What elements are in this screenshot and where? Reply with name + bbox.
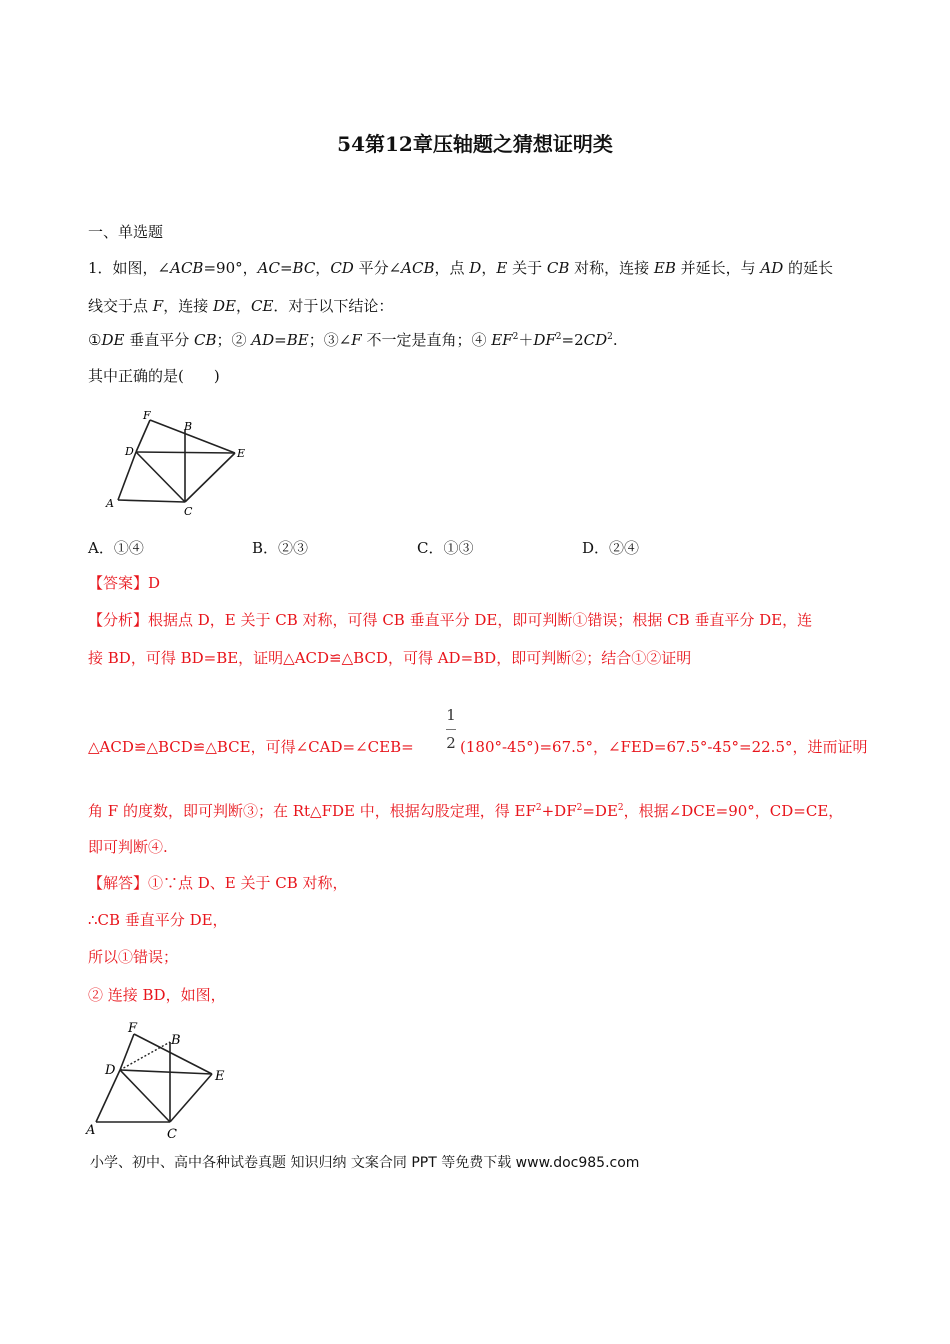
page-footer: 小学、初中、高中各种试卷真题 知识归纳 文案合同 PPT 等免费下载 www.doc985.com <box>90 1155 640 1171</box>
label-a: A <box>106 497 114 510</box>
label-c-2: C <box>167 1127 177 1142</box>
label-b-2: B <box>171 1033 181 1048</box>
label-f-2: F <box>128 1021 138 1036</box>
option-c: C．①③ <box>417 539 474 557</box>
label-a-2: A <box>86 1123 96 1138</box>
section-heading: 一、单选题 <box>88 223 164 241</box>
solution-line-3: 所以①错误； <box>88 948 179 966</box>
label-e: E <box>237 447 246 460</box>
option-d: D．②④ <box>582 539 640 557</box>
question-statements: ①DE 垂直平分 CB；② AD=BE；③∠F 不一定是直角；④ $EF^2+DF^2=2CD^2$. <box>88 331 618 349</box>
label-f: F <box>143 409 151 422</box>
question-line-2: 线交于点 F，连接 DE，CE．对于以下结论： <box>88 297 394 315</box>
figure-question-diagram <box>100 405 260 520</box>
question-prompt: 其中正确的是( ) <box>88 367 220 385</box>
label-d: D <box>125 445 134 458</box>
analysis-line-3a: △ACD≌△BCD≌△BCE，可得∠CAD=∠CEB= <box>88 738 414 756</box>
analysis-line-4: 角 F 的度数，即可判断③；在 Rt△FDE 中，根据勾股定理，得 $EF^2+DF^2=DE^2$，根据∠DCE=90°，CD=CE， <box>88 802 844 820</box>
fraction-numerator: 1 <box>446 706 456 724</box>
figure-solution-diagram <box>82 1018 242 1142</box>
option-a: A．①④ <box>88 539 144 557</box>
option-b: B．②③ <box>252 539 309 557</box>
fraction-denominator: 2 <box>446 734 456 752</box>
label-c: C <box>184 505 193 518</box>
fraction-bar <box>446 729 456 730</box>
analysis-line-1: 【分析】根据点 D，E 关于 CB 对称，可得 CB 垂直平分 DE，即可判断①错误；根据 CB 垂直平分 DE，连 <box>88 611 813 629</box>
label-b: B <box>184 420 193 433</box>
answer-line: 【答案】D <box>88 574 161 592</box>
analysis-line-2: 接 BD，可得 BD=BE，证明△ACD≌△BCD，可得 AD=BD，即可判断②；结合①②证明 <box>88 649 692 667</box>
solution-line-4: ② 连接 BD，如图， <box>88 986 226 1004</box>
question-line-1: 1．如图，∠ACB=90°，AC=BC，CD 平分∠ACB，点 D，E 关于 CB 对称，连接 EB 并延长，与 AD 的延长 <box>88 259 834 277</box>
analysis-line-3b: (180°-45°)=67.5°，∠FED=67.5°-45°=22.5°，进而证明 <box>460 738 868 756</box>
solution-line-1: 【解答】①∵点 D、E 关于 CB 对称， <box>88 874 348 892</box>
page-title: 54第12章压轴题之猜想证明类 <box>337 132 613 156</box>
label-e-2: E <box>215 1069 225 1084</box>
analysis-line-5: 即可判断④. <box>88 838 168 856</box>
label-d-2: D <box>105 1063 116 1078</box>
solution-line-2: ∴CB 垂直平分 DE， <box>88 911 228 929</box>
